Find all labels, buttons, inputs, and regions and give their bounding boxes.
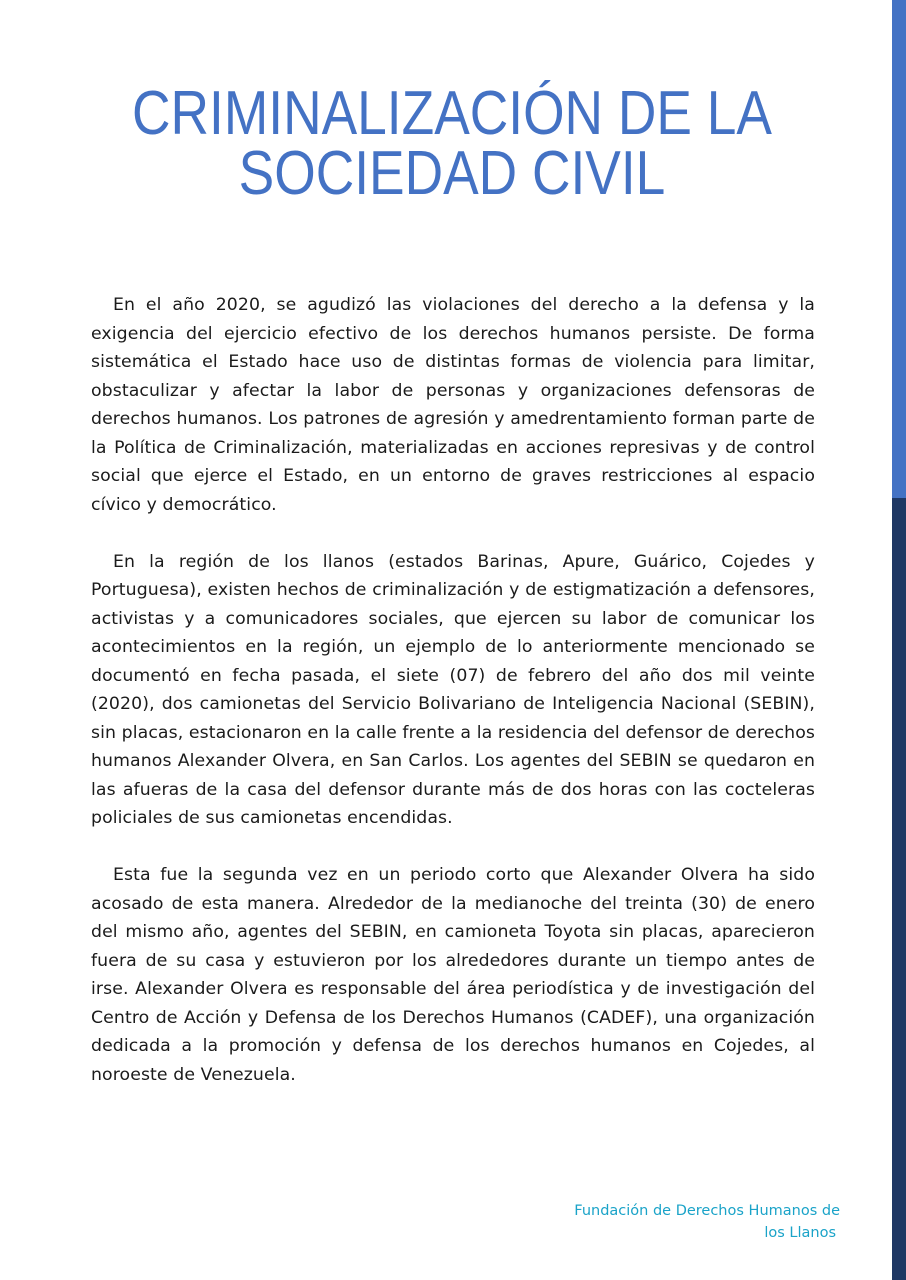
footer-organization — [520, 1200, 840, 1244]
paragraph-2: En la región de los llanos (estados Barinas, Apure, Guárico, Cojedes y Portuguesa), existen hechos de criminalización y de estigmatización a defensores, activistas y a comunicadores sociales, que ejercen su labor de comunicar los acontecimientos en la región, un ejemplo de lo anteriormente mencionado se documentó en fecha pasada, el siete (07) de febrero del año dos mil veinte (2020), dos camionetas del Servicio Bolivariano de Inteligencia Nacional (SEBIN), sin placas, estacionaron en la calle frente a la residencia del defensor de derechos humanos Alexander Olvera, en San Carlos. Los agentes del SEBIN se quedaron en las afueras de la casa del defensor durante más de dos horas con las cocteleras policiales de sus camionetas encendidas. — [91, 551, 815, 828]
sidebar-accent-top — [892, 0, 906, 498]
sidebar-accent-bottom — [892, 498, 906, 1280]
body-text — [91, 291, 815, 1118]
footer-line-1: Fundación de Derechos Humanos de — [574, 1203, 840, 1219]
page-title — [115, 79, 789, 208]
title-line-1: CRIMINALIZACIÓN DE LA — [132, 79, 772, 148]
paragraph-1: En el año 2020, se agudizó las violaciones del derecho a la defensa y la exigencia del ejercicio efectivo de los derechos humanos persiste. De forma sistemática el Estado hace uso de distintas formas de violencia para limitar, obstaculizar y afectar la labor de personas y organizaciones defensoras de derechos humanos. Los patrones de agresión y amedrentamiento forman parte de la Política de Criminalización, materializadas en acciones represivas y de control social que ejerce el Estado, en un entorno de graves restricciones al espacio cívico y democrático. — [91, 295, 815, 515]
title-line-2: SOCIEDAD CIVIL — [238, 139, 666, 208]
paragraph-3: Esta fue la segunda vez en un periodo corto que Alexander Olvera ha sido acosado de esta manera. Alrededor de la medianoche del treinta (30) de enero del mismo año, agentes del SEBIN, en camioneta Toyota sin placas, aparecieron fuera de su casa y estuvieron por los alrededores durante un tiempo antes de irse. Alexander Olvera es responsable del área periodística y de investigación del Centro de Acción y Defensa de los Derechos Humanos (CADEF), una organización dedicada a la promoción y defensa de los derechos humanos en Cojedes, al noroeste de Venezuela. — [91, 865, 815, 1085]
footer-line-2: los Llanos — [764, 1225, 836, 1241]
